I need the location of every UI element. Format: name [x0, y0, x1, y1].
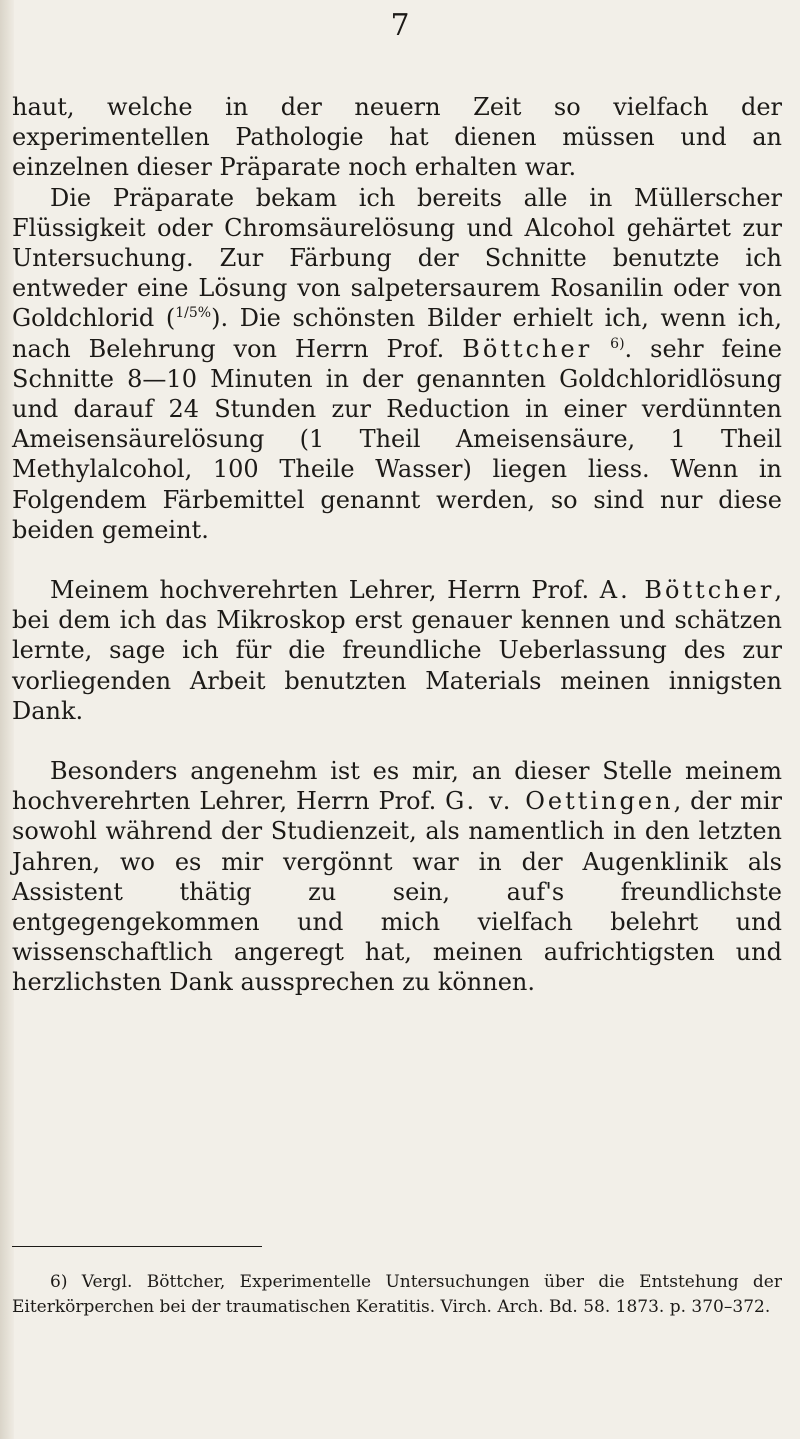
- paragraph-gap: [12, 726, 782, 756]
- author-name-oettingen: G. v. Oettingen: [445, 787, 674, 816]
- paragraph-3: [12, 575, 782, 726]
- footnotes: [12, 1270, 782, 1319]
- footnote-divider: [12, 1246, 262, 1247]
- page-number: 7: [390, 8, 410, 43]
- paragraph-gap: [12, 545, 782, 575]
- paragraph-2: [12, 183, 782, 545]
- paragraph-4-text-a: Besonders angenehm ist es mir, an dieser Stelle meinem hochverehrten Lehrer, Herrn Prof.: [12, 757, 782, 816]
- author-name-boettcher: Böttcher: [462, 334, 593, 363]
- paragraph-1: haut, welche in der neuern Zeit so vielfach der experimentellen Pathologie hat dienen müssen und an einzelnen dieser Präparate noch erhalten war.: [12, 93, 782, 182]
- paragraph-2-text-c: . sehr feine Schnitte 8—10 Minuten in der genannten Goldchloridlösung und darauf 24 Stunden zur Reduction in einer verdünnten Ameisensäurelösung (1 Theil Ameisensäure, 1 Theil Methylalcohol, 100 Theile Wasser) liegen liess. Wenn in Folgendem Färbemittel genannt werden, so sind nur diese beiden gemeint.: [12, 334, 782, 544]
- paragraph-2-text-b: ). Die schönsten Bilder erhielt ich, wenn ich, nach Belehrung von Herrn Prof.: [12, 304, 783, 363]
- footnote-6: 6) Vergl. Böttcher, Experimentelle Untersuchungen über die Entstehung der Eiterkörperchen bei der traumatischen Keratitis. Virch. Arch. Bd. 58. 1873. p. 370–372.: [12, 1272, 782, 1317]
- paragraph-2-text-a: Die Präparate bekam ich bereits alle in Müllerscher Flüssigkeit oder Chromsäurelösung und Alcohol gehärtet zur Untersuchung. Zur Färbung der Schnitte benutzte ich entweder eine Lösung von salpetersaurem Rosanilin oder von Goldchlorid (: [12, 183, 782, 333]
- author-name-a-boettcher: A. Böttcher: [599, 576, 775, 605]
- fraction: 1/5%: [175, 305, 212, 322]
- paragraph-3-text-a: Meinem hochverehrten Lehrer, Herrn Prof.: [50, 576, 600, 605]
- main-text: [12, 92, 782, 998]
- paragraph-4: [12, 756, 782, 998]
- paragraph-3-text-b: , bei dem ich das Mikroskop erst genauer kennen und schätzen lernte, sage ich für die freundliche Ueberlassung des zur vorliegenden Arbeit benutzten Materials meinen innigsten Dank.: [12, 576, 782, 725]
- footnote-ref-6: 6): [610, 335, 625, 352]
- paragraph-4-text-b: , der mir sowohl während der Studienzeit, als namentlich in den letzten Jahren, wo es mir vergönnt war in der Augenklinik als Assistent thätig zu sein, auf's freundlichste entgegengekommen und mich vielfach belehrt und wissenschaftlich angeregt hat, meinen aufrichtigsten und herzlichsten Dank aussprechen zu können.: [12, 787, 782, 997]
